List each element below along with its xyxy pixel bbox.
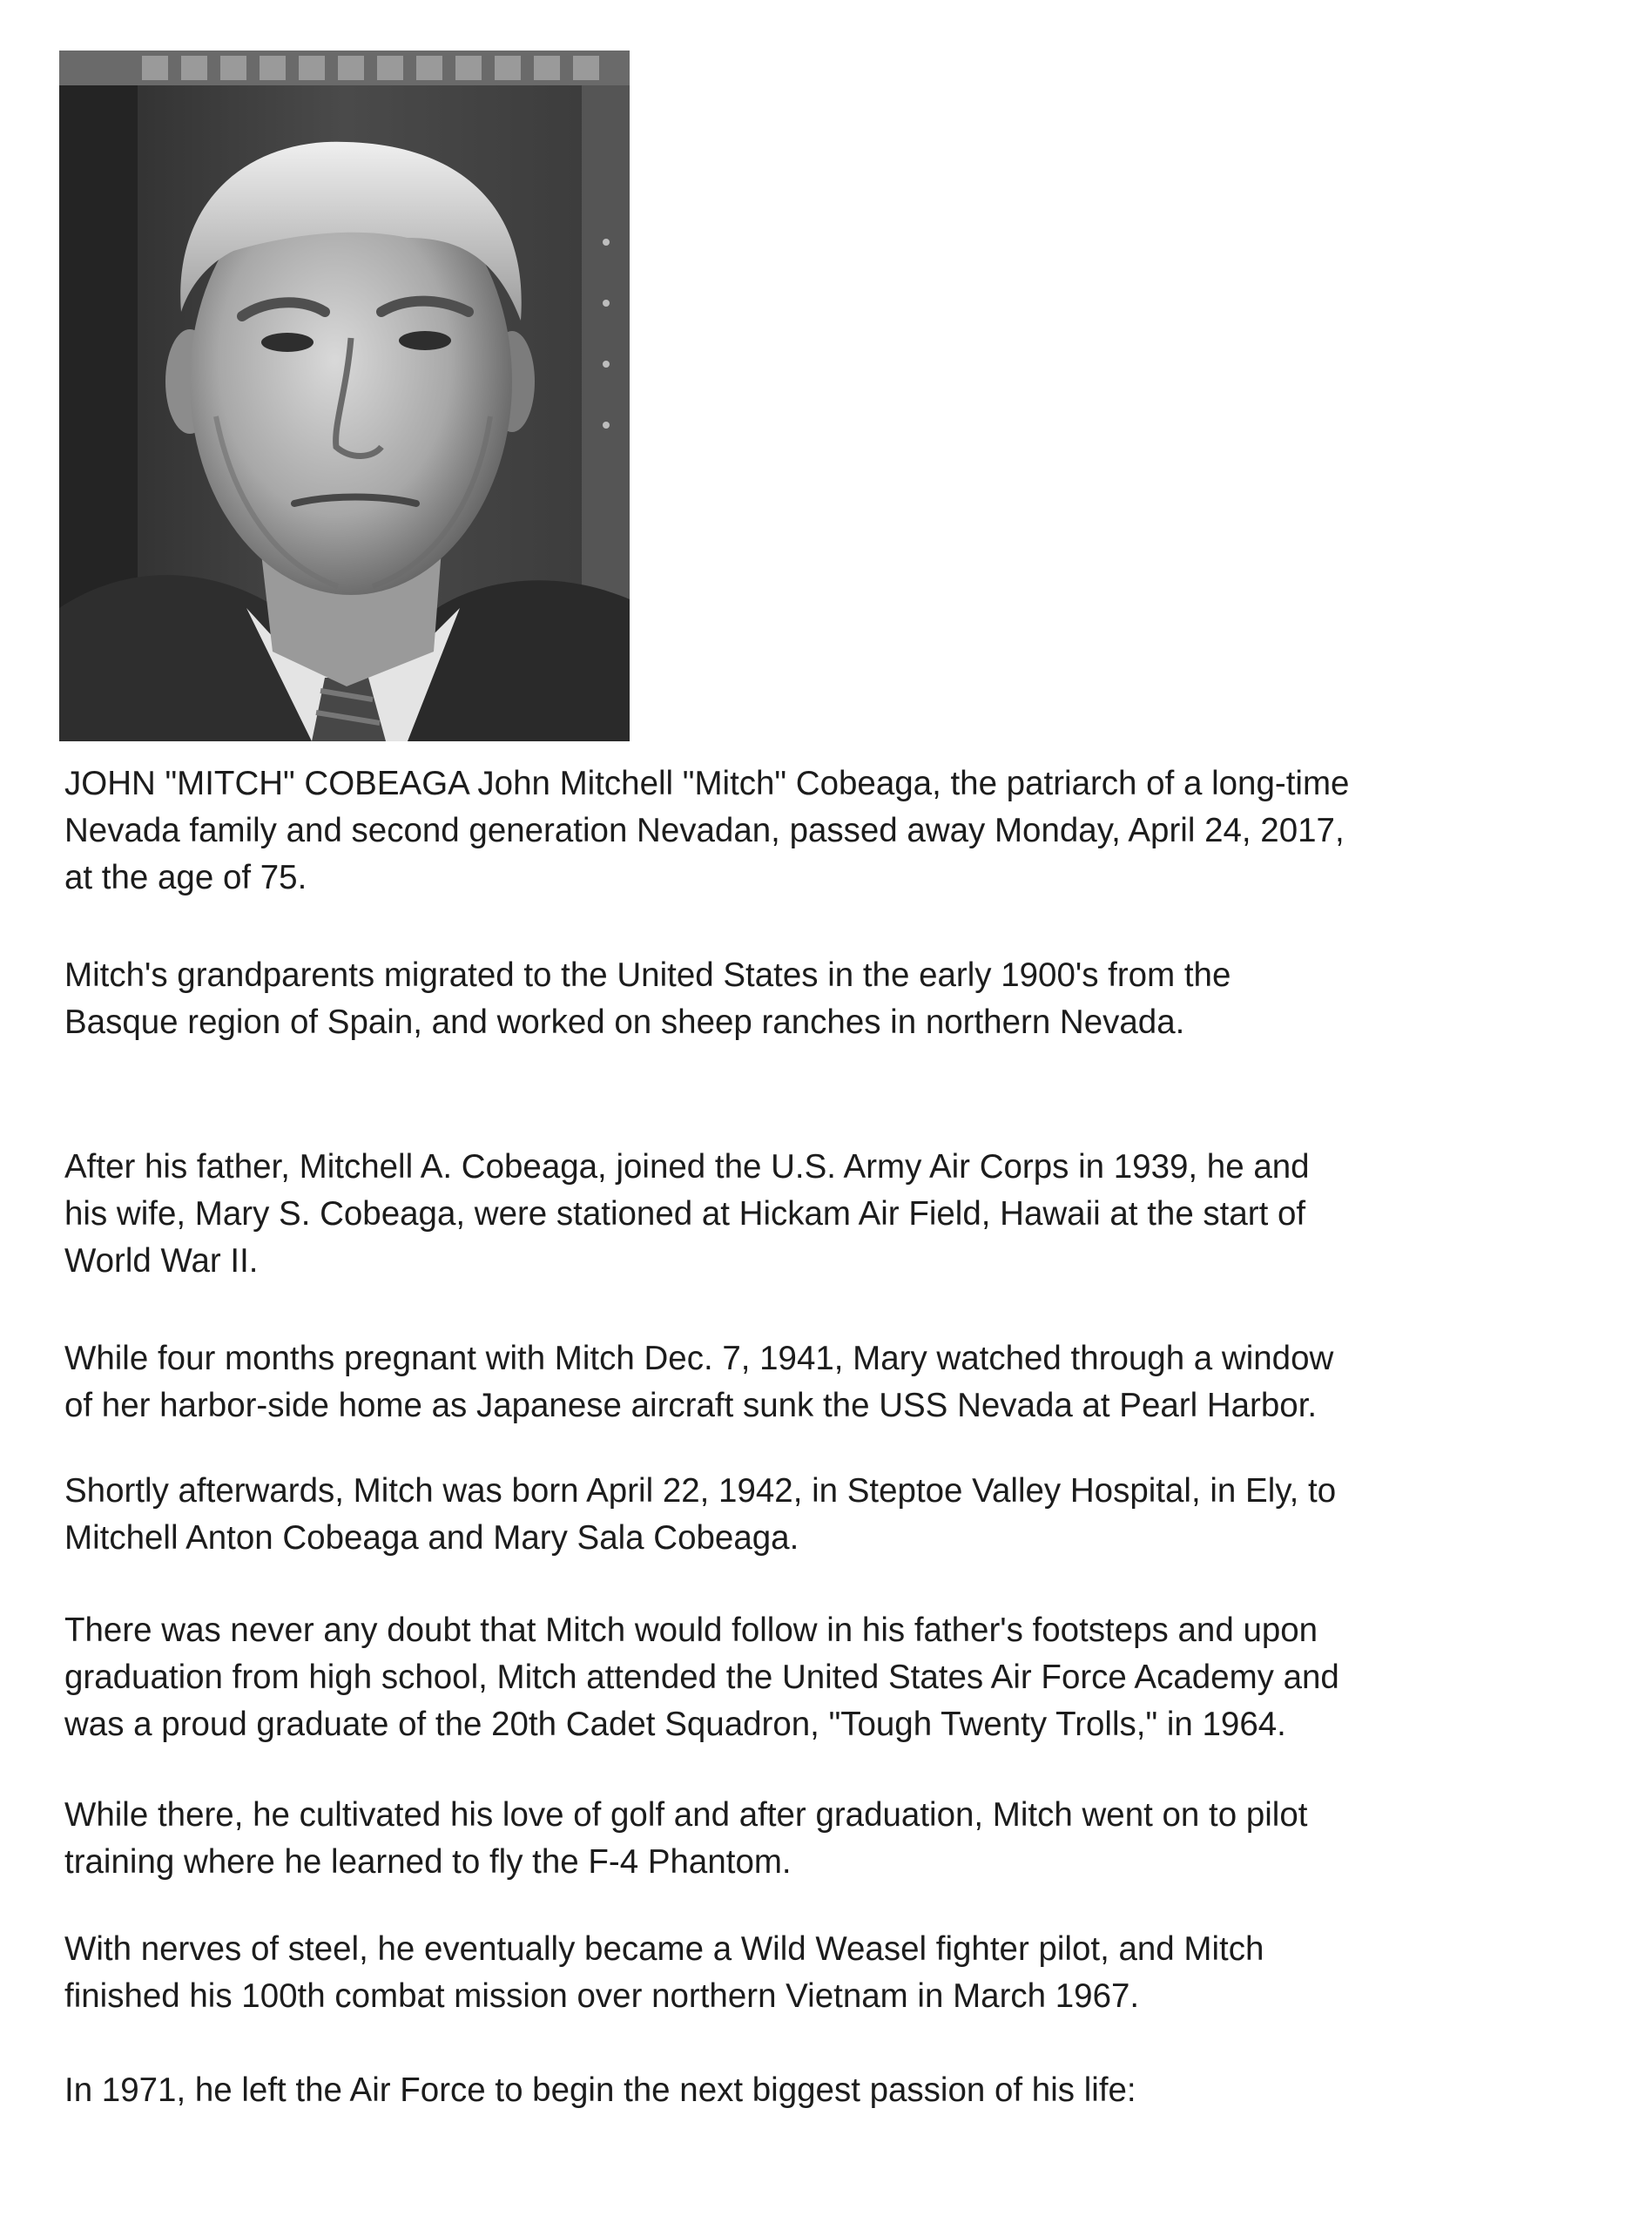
paragraph-wild-weasel: [64, 1926, 1545, 2020]
text-line: In 1971, he left the Air Force to begin the next biggest passion of his life:: [64, 2071, 1136, 2109]
text-line: Mitch's grandparents migrated to the United States in the early 1900's from the: [64, 956, 1231, 994]
text-line: Basque region of Spain, and worked on sheep ranches in northern Nevada.: [64, 1004, 1185, 1041]
paragraph-grandparents: [64, 952, 1545, 1046]
paragraph-pearl-harbor: [64, 1335, 1545, 1429]
paragraph-air-force-academy: [64, 1607, 1545, 1748]
text-line: Mitchell Anton Cobeaga and Mary Sala Cobeaga.: [64, 1519, 799, 1557]
paragraph-father-army: [64, 1144, 1545, 1285]
text-line: World War II.: [64, 1242, 259, 1280]
text-line: at the age of 75.: [64, 859, 307, 896]
text-line: While there, he cultivated his love of golf and after graduation, Mitch went on to pilot: [64, 1796, 1308, 1834]
text-line: his wife, Mary S. Cobeaga, were stationed at Hickam Air Field, Hawaii at the start of: [64, 1195, 1306, 1233]
portrait-photo: [59, 51, 630, 741]
portrait-image: [59, 51, 630, 741]
text-line: graduation from high school, Mitch attended the United States Air Force Academy and: [64, 1659, 1339, 1696]
text-line: There was never any doubt that Mitch would follow in his father's footsteps and upon: [64, 1612, 1318, 1649]
text-line: training where he learned to fly the F-4 Phantom.: [64, 1843, 792, 1881]
text-line: After his father, Mitchell A. Cobeaga, joined the U.S. Army Air Corps in 1939, he and: [64, 1148, 1310, 1186]
text-line: of her harbor-side home as Japanese aircraft sunk the USS Nevada at Pearl Harbor.: [64, 1387, 1318, 1424]
paragraph-1971: [64, 2067, 1545, 2114]
text-line: was a proud graduate of the 20th Cadet Squadron, "Tough Twenty Trolls," in 1964.: [64, 1706, 1286, 1743]
text-line: With nerves of steel, he eventually became a Wild Weasel fighter pilot, and Mitch: [64, 1930, 1264, 1968]
paragraph-intro: [64, 760, 1545, 902]
text-line: JOHN "MITCH" COBEAGA John Mitchell "Mitch" Cobeaga, the patriarch of a long-time: [64, 765, 1350, 802]
text-line: Shortly afterwards, Mitch was born April 22, 1942, in Steptoe Valley Hospital, in Ely, to: [64, 1472, 1337, 1510]
text-line: While four months pregnant with Mitch Dec. 7, 1941, Mary watched through a window: [64, 1340, 1334, 1377]
text-line: finished his 100th combat mission over northern Vietnam in March 1967.: [64, 1977, 1140, 2015]
text-line: Nevada family and second generation Nevadan, passed away Monday, April 24, 2017,: [64, 812, 1345, 849]
paragraph-birth: [64, 1468, 1545, 1562]
paragraph-golf-pilot: [64, 1792, 1545, 1886]
